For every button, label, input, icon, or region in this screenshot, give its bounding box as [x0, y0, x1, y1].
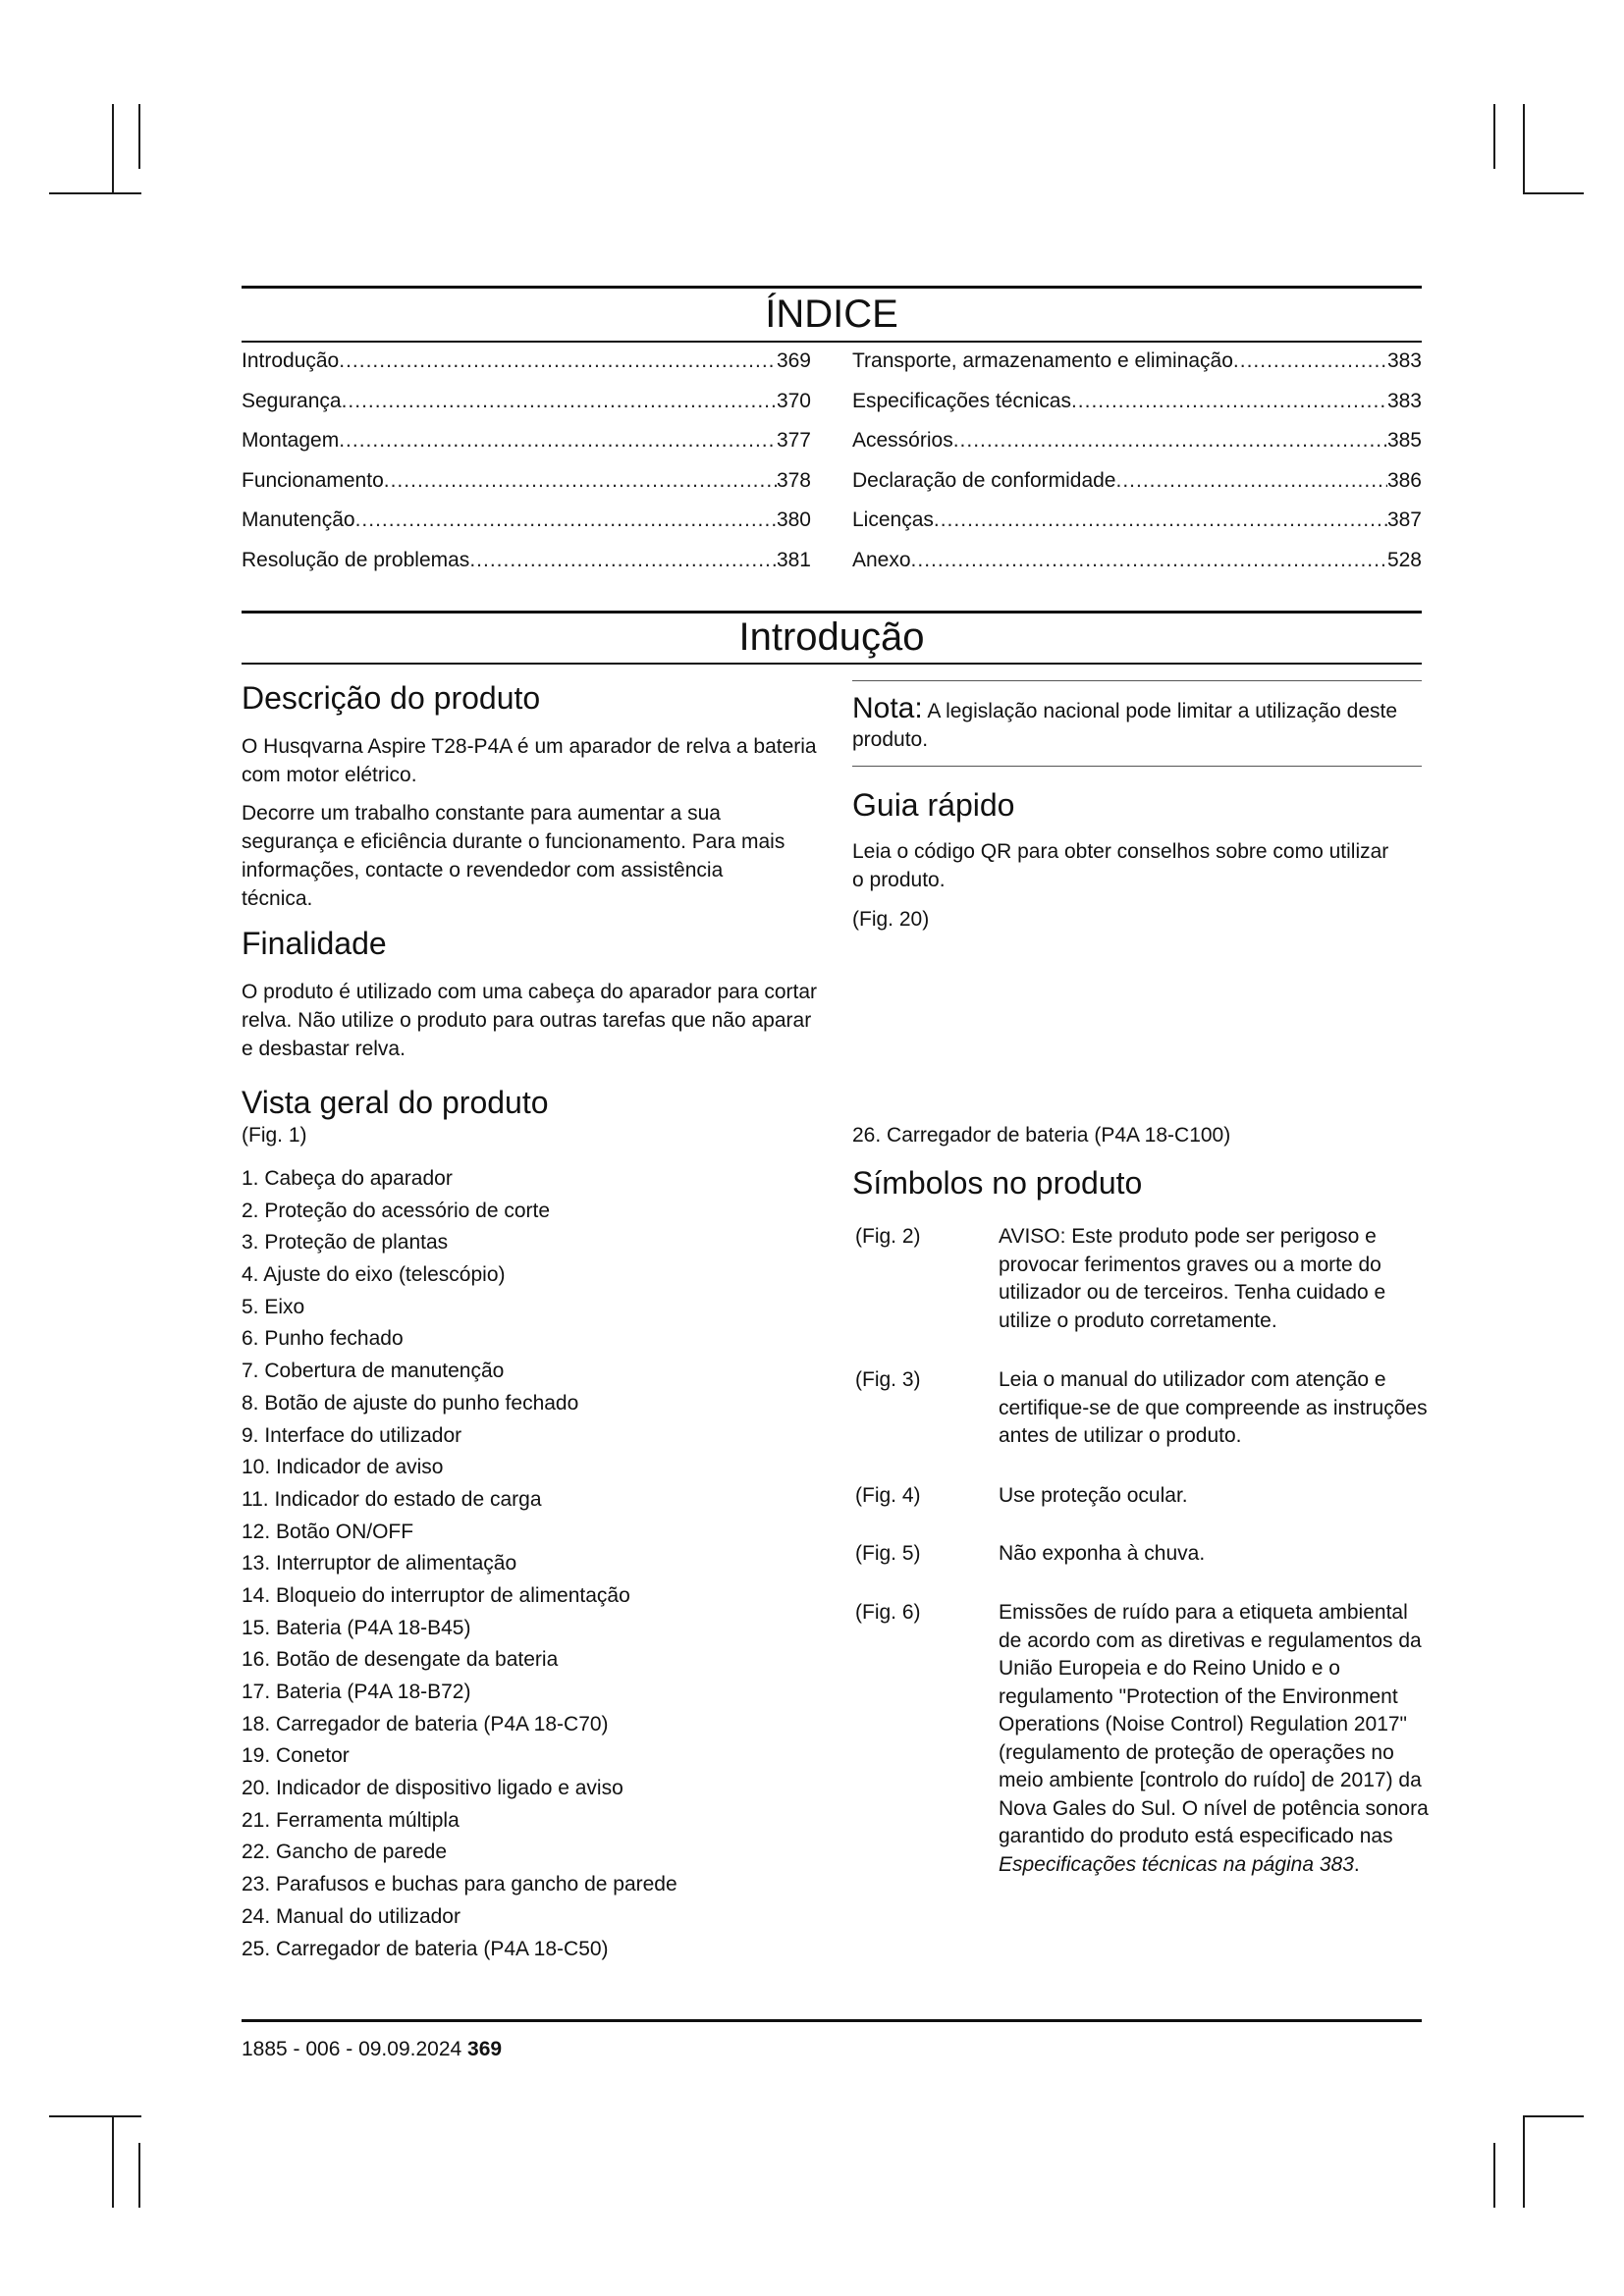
toc-leader — [953, 429, 1387, 453]
symbol-figure-ref: (Fig. 5) — [855, 1542, 921, 1565]
toc-entry[interactable] — [852, 508, 1422, 549]
intro-title-rule — [242, 663, 1422, 665]
toc-page: 369 — [776, 349, 811, 372]
footer-document-code: 1885 - 006 - 09.09.2024 — [242, 2038, 462, 2060]
list-item: 1. Cabeça do aparador — [242, 1167, 453, 1190]
note-label: Nota: — [852, 692, 923, 724]
symbol-description-end: . — [1353, 1852, 1360, 1876]
symbol-description: Não exponha à chuva. — [999, 1542, 1206, 1565]
list-item: 16. Botão de desengate da bateria — [242, 1648, 559, 1672]
list-item: 3. Proteção de plantas — [242, 1231, 449, 1255]
list-item: 23. Parafusos e buchas para gancho de parede — [242, 1873, 677, 1896]
symbol-description: Leia o manual do utilizador com atenção e certifique-se de que compreende as instruções antes de utilizar o produto. — [999, 1368, 1428, 1447]
symbol-figure-ref: (Fig. 2) — [855, 1225, 921, 1248]
symbol-figure-ref: (Fig. 3) — [855, 1368, 921, 1391]
overview-list-item-26: 26. Carregador de bateria (P4A 18-C100) — [852, 1124, 1231, 1147]
toc-label: Licenças — [852, 508, 934, 531]
toc-entry[interactable] — [242, 429, 811, 469]
toc-leader — [339, 349, 777, 373]
note-paragraph — [852, 694, 1422, 754]
toc-page: 383 — [1386, 389, 1422, 412]
toc-label: Declaração de conformidade — [852, 468, 1116, 492]
toc-leader — [911, 549, 1387, 572]
toc-leader — [934, 508, 1387, 532]
list-item: 20. Indicador de dispositivo ligado e aviso — [242, 1777, 623, 1800]
symbols-heading: Símbolos no produto — [852, 1165, 1143, 1201]
symbol-description: AVISO: Este produto pode ser perigoso e provocar ferimentos graves ou a morte do utilizador ou de terceiros. Tenha cuidado e utilize o produto corretamente. — [999, 1225, 1386, 1332]
list-item: 4. Ajuste do eixo (telescópio) — [242, 1263, 506, 1287]
toc-label: Transporte, armazenamento e eliminação — [852, 349, 1233, 372]
description-paragraph-1: O Husqvarna Aspire T28-P4A é um aparador de relva a bateria com motor elétrico. — [242, 735, 817, 786]
description-paragraph-2: Decorre um trabalho constante para aumentar a sua segurança e eficiência durante o funcionamento. Para mais informações, contacte o revendedor com assistência técnica. — [242, 802, 785, 910]
toc-leader — [384, 469, 777, 493]
purpose-heading: Finalidade — [242, 926, 387, 961]
toc-label: Resolução de problemas — [242, 548, 470, 571]
list-item: 7. Cobertura de manutenção — [242, 1360, 505, 1383]
toc-page: 386 — [1386, 468, 1422, 492]
toc-left-column — [242, 349, 811, 588]
overview-figure-ref: (Fig. 1) — [242, 1124, 307, 1147]
list-item: 2. Proteção do acessório de corte — [242, 1199, 551, 1222]
toc-page: 377 — [776, 429, 811, 452]
toc-leader — [342, 390, 777, 413]
toc-label: Especificações técnicas — [852, 389, 1071, 412]
list-item: 12. Botão ON/OFF — [242, 1520, 414, 1543]
toc-page: 528 — [1386, 548, 1422, 571]
list-item: 10. Indicador de aviso — [242, 1456, 444, 1479]
toc-page: 385 — [1386, 429, 1422, 452]
list-item: 5. Eixo — [242, 1295, 305, 1318]
toc-entry[interactable] — [852, 469, 1422, 509]
toc-entry[interactable] — [242, 508, 811, 549]
toc-leader — [469, 549, 777, 572]
index-top-rule — [242, 286, 1422, 289]
toc-page: 370 — [776, 389, 811, 412]
footer — [242, 2035, 502, 2063]
list-item: 25. Carregador de bateria (P4A 18-C50) — [242, 1937, 609, 1960]
symbol-description: Use proteção ocular. — [999, 1484, 1188, 1507]
symbol-figure-ref: (Fig. 4) — [855, 1484, 921, 1507]
toc-label: Manutenção — [242, 508, 355, 531]
list-item: 19. Conetor — [242, 1744, 350, 1768]
list-item: 9. Interface do utilizador — [242, 1423, 462, 1447]
list-item: 21. Ferramenta múltipla — [242, 1808, 460, 1832]
footer-rule — [242, 2019, 1422, 2022]
description-heading: Descrição do produto — [242, 680, 541, 716]
quick-guide-paragraph: Leia o código QR para obter conselhos sobre como utilizar o produto. — [852, 840, 1389, 891]
purpose-paragraph: O produto é utilizado com uma cabeça do aparador para cortar relva. Não utilize o produto para outras tarefas que não aparar e desbastar relva. — [242, 981, 818, 1060]
toc-label: Acessórios — [852, 429, 953, 452]
toc-page: 381 — [776, 548, 811, 571]
quick-guide-heading: Guia rápido — [852, 787, 1015, 823]
toc-leader — [339, 429, 777, 453]
toc-entry[interactable] — [852, 429, 1422, 469]
toc-entry[interactable] — [242, 390, 811, 430]
toc-label: Funcionamento — [242, 468, 384, 492]
overview-heading: Vista geral do produto — [242, 1085, 549, 1120]
toc-label: Montagem — [242, 429, 340, 452]
toc-leader — [355, 508, 777, 532]
footer-page-number: 369 — [467, 2038, 503, 2060]
symbol-description — [999, 1599, 1431, 1879]
list-item: 22. Gancho de parede — [242, 1841, 447, 1864]
intro-top-rule — [242, 611, 1422, 614]
toc-entry[interactable] — [242, 469, 811, 509]
spec-page-link[interactable]: Especificações técnicas na página 383 — [999, 1852, 1354, 1876]
list-item: 6. Punho fechado — [242, 1327, 404, 1351]
list-item: 8. Botão de ajuste do punho fechado — [242, 1391, 579, 1415]
quick-guide-figure-ref: (Fig. 20) — [852, 908, 930, 931]
toc-label: Introdução — [242, 349, 340, 372]
toc-entry[interactable] — [242, 549, 811, 589]
toc-entry[interactable] — [852, 549, 1422, 589]
list-item: 18. Carregador de bateria (P4A 18-C70) — [242, 1712, 609, 1735]
list-item: 24. Manual do utilizador — [242, 1904, 460, 1928]
toc-entry[interactable] — [852, 390, 1422, 430]
toc-entry[interactable] — [852, 349, 1422, 390]
list-item: 11. Indicador do estado de carga — [242, 1487, 542, 1511]
toc-right-column — [852, 349, 1422, 588]
list-item: 17. Bateria (P4A 18-B72) — [242, 1681, 471, 1703]
toc-entry[interactable] — [242, 349, 811, 390]
overview-parts-list — [242, 1163, 831, 1965]
symbol-description-text: Emissões de ruído para a etiqueta ambiental de acordo com as diretivas e regulamentos da União Europeia e do Reino Unido e o regulamento "Protection of the Environment Operations (Noise Control) Regulation 2017" (regulamento de proteção de operações no meio ambiente [controlo do ruído] de 2017) da Nova Gales do Sul. O nível de potência sonora garantido do produto está especificado nas — [999, 1601, 1429, 1847]
list-item: 15. Bateria (P4A 18-B45) — [242, 1616, 471, 1639]
toc-label: Segurança — [242, 389, 342, 412]
note-top-rule — [852, 680, 1422, 681]
toc-label: Anexo — [852, 548, 911, 571]
toc-leader — [1233, 349, 1387, 373]
toc-page: 387 — [1386, 508, 1422, 531]
note-bottom-rule — [852, 766, 1422, 767]
list-item: 13. Interruptor de alimentação — [242, 1552, 517, 1575]
toc-leader — [1071, 390, 1387, 413]
index-title-rule — [242, 341, 1422, 343]
symbol-figure-ref: (Fig. 6) — [855, 1601, 921, 1624]
note-text: A legislação nacional pode limitar a utilização deste produto. — [852, 700, 1398, 751]
toc-page: 383 — [1386, 349, 1422, 372]
intro-title: Introdução — [738, 615, 925, 659]
toc-leader — [1116, 469, 1387, 493]
toc-page: 378 — [776, 468, 811, 492]
list-item: 14. Bloqueio do interruptor de alimentação — [242, 1583, 630, 1607]
toc-page: 380 — [776, 508, 811, 531]
index-title: ÍNDICE — [765, 293, 898, 336]
